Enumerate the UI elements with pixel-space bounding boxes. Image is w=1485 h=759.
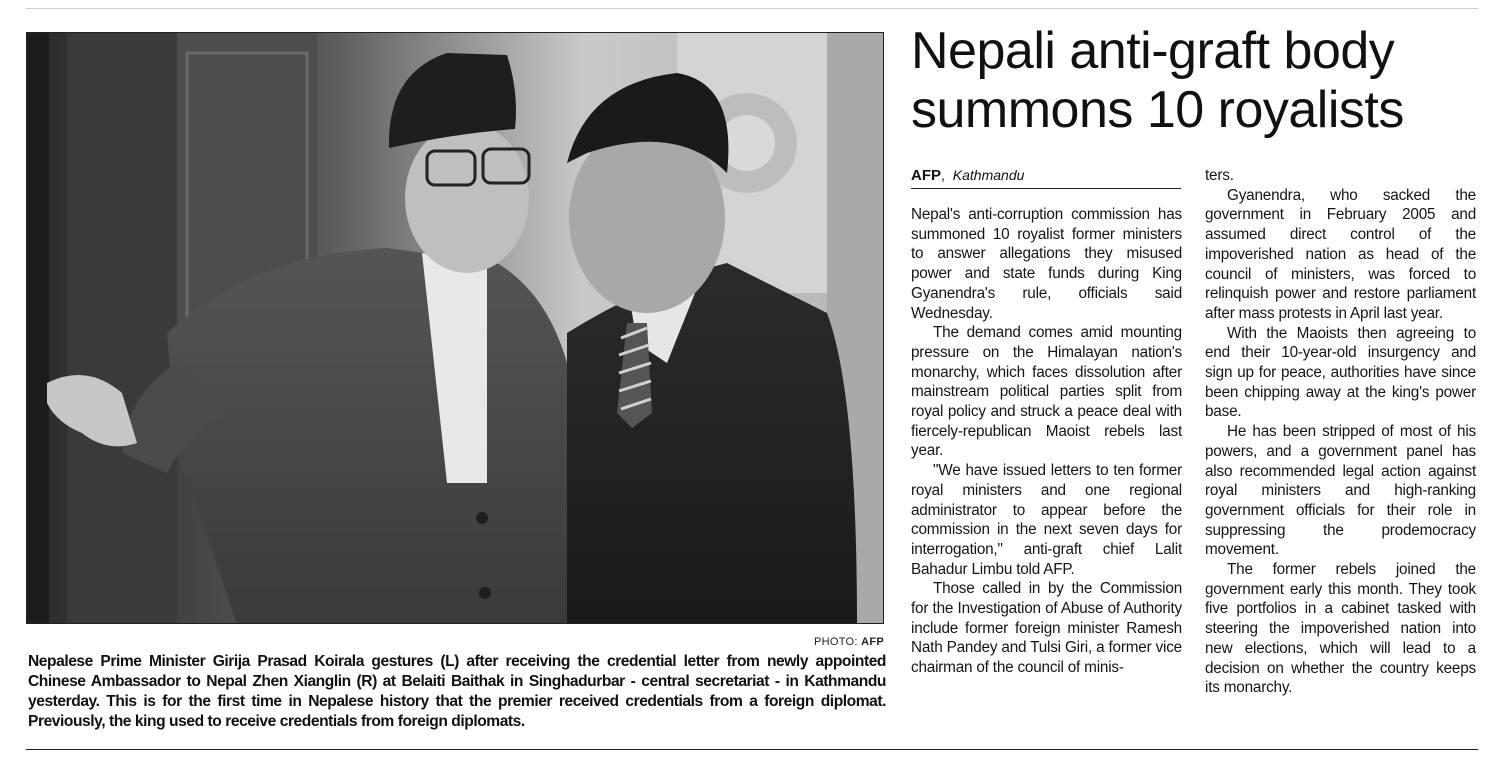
- top-rule: [26, 8, 1478, 9]
- article-column-1: [911, 205, 1182, 678]
- article-column-2: [1205, 166, 1476, 698]
- photo-credit-label: PHOTO:: [813, 636, 858, 648]
- byline-agency: AFP: [911, 167, 941, 184]
- article-paragraph: Those called in by the Commission for the Investigation of Abuse of Authority include former foreign minister Ramesh Nath Pandey and Tulsi Giri, a former vice chairman of the council of minis-: [911, 580, 1182, 677]
- article-paragraph: Nepal's anti-corruption commission has summoned 10 royalist former ministers to answer allegations they misused power and state funds during King Gyanendra's rule, officials said Wednesday.: [911, 206, 1182, 322]
- article-paragraph-continued: ters.: [1205, 167, 1234, 184]
- bottom-rule: [26, 749, 1478, 750]
- news-photo: [26, 32, 884, 624]
- article-paragraph: "We have issued letters to ten former royal ministers and one regional administrator to appear before the commission in the next seven days for interrogation," anti-graft chief Lalit Bahadur Limbu told AFP.: [911, 462, 1182, 578]
- photo-caption: Nepalese Prime Minister Girija Prasad Koirala gestures (L) after receiving the credential letter from newly appointed Chinese Ambassador to Nepal Zhen Xianglin (R) at Belaiti Baithak in Singhadurbar - central secretariat - in Kathmandu yesterday. This is for the first time in Nepalese history that the premier received credentials from a foreign diplomat. Previously, the king used to receive credentials from foreign diplomats.: [28, 653, 886, 730]
- article-paragraph: The former rebels joined the government early this month. They took five portfolios in a cabinet tasked with steering the impoverished nation into new elections, which will lead to a decision on whether the country keeps its monarchy.: [1205, 561, 1476, 697]
- article-paragraph: The demand comes amid mounting pressure on the Himalayan nation's monarchy, which faces dissolution after mainstream political parties split from royal policy and struck a peace deal with fiercely-republican Maoist rebels last year.: [911, 324, 1182, 460]
- article-paragraph: He has been stripped of most of his powers, and a government panel has also recommended legal action against royal ministers and high-ranking government officials for their role in suppressing the prodemocracy movement.: [1205, 423, 1476, 559]
- photo-credit: [814, 636, 884, 648]
- headline: Nepali anti-graft body summons 10 royalists: [911, 22, 1404, 139]
- byline: AFP, Kathmandu: [911, 167, 1181, 189]
- article-paragraph: Gyanendra, who sacked the government in February 2005 and assumed direct control of the impoverished nation as head of the council of ministers, was forced to relinquish power and restore parliament after mass protests in April last year.: [1205, 186, 1476, 322]
- photo-credit-source: AFP: [861, 636, 884, 648]
- byline-city: Kathmandu: [952, 167, 1025, 183]
- article-paragraph: With the Maoists then agreeing to end their 10-year-old insurgency and sign up for peace, authorities have since been chipping away at the king's power base.: [1205, 324, 1476, 421]
